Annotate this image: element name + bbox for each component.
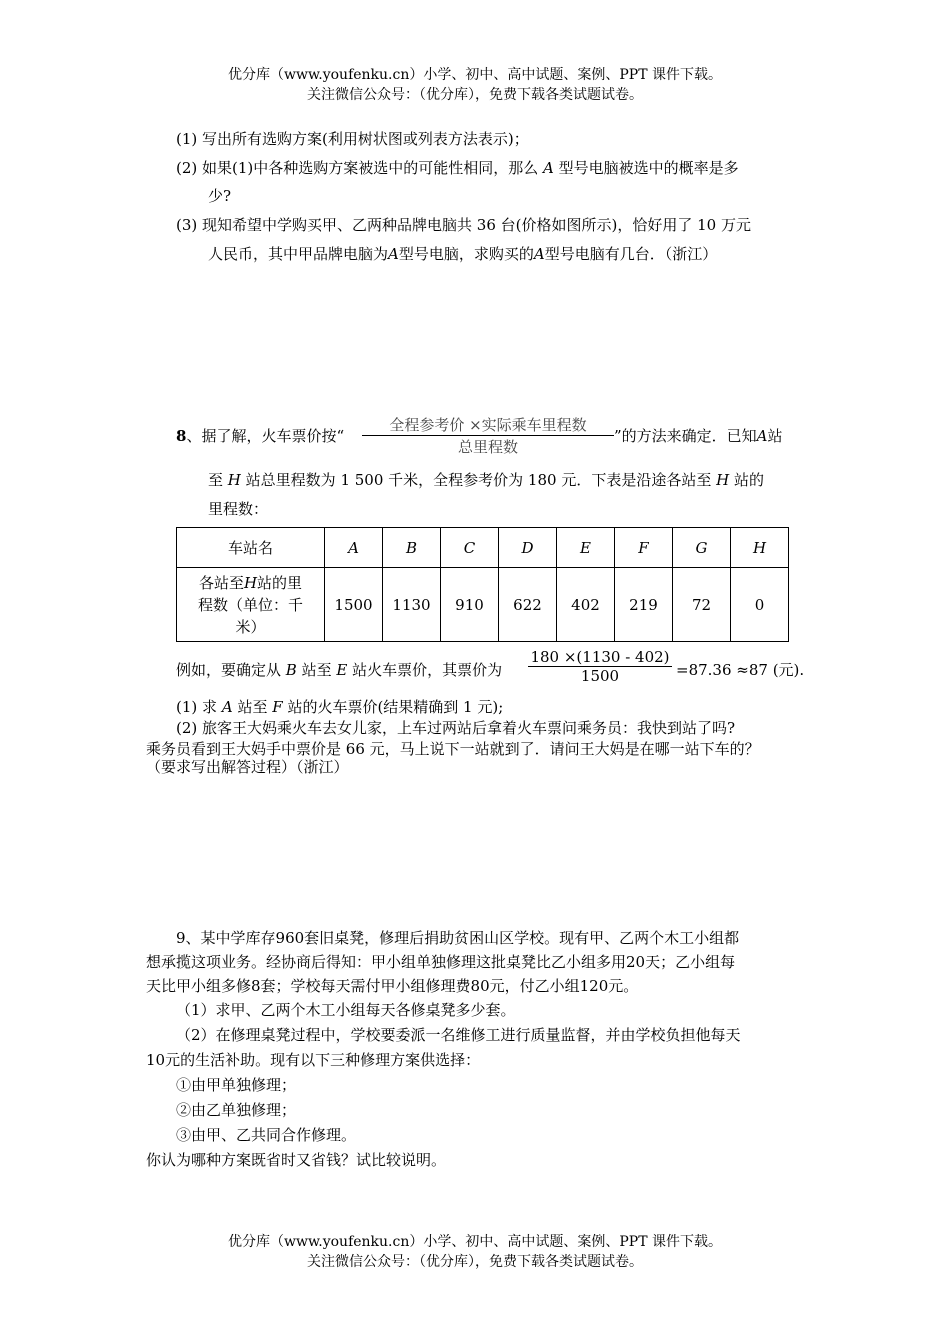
table-cell-station: D [499,528,557,568]
q9-sub1: （1）求甲、乙两个木工小组每天各修桌凳多少套。 [176,1001,516,1019]
q9-line1: 9、某中学库存960套旧桌凳，修理后捐助贫困山区学校。现有甲、乙两个木工小组都 [176,929,740,947]
table-cell-distance: 0 [731,568,789,642]
q7-part3-line2: 人民币，其中甲品牌电脑为A型号电脑，求购买的A型号电脑有几台．（浙江） [208,245,718,263]
q8-sub2-line2: 乘务员看到王大妈手中票价是 66 元，马上说下一站就到了．请问王大妈是在哪一站下车的？ [146,740,760,758]
q9-option2: ②由乙单独修理； [176,1101,297,1119]
q8-intro-line3: 里程数： [208,500,269,518]
q8-example-numerator: 180 ×(1130 - 402) [530,648,670,666]
q9-option1: ①由甲单独修理； [176,1076,297,1094]
page-header-line1: 优分库（www.youfenku.cn）小学、初中、高中试题、案例、PPT 课件下载。 [227,67,722,83]
table-cell-station: G [673,528,731,568]
q8-intro-line2: 至 H 站总里程数为 1 500 千米，全程参考价为 180 元．下表是沿途各站至 H 站的 [208,471,764,489]
table-cell-station: A [325,528,383,568]
table-row-stations [177,528,789,568]
q8-formula-numerator: 全程参考价 ×实际乘车里程数 [389,416,587,434]
table-cell-station: B [383,528,441,568]
table-header-station: 车站名 [177,528,325,568]
table-cell-distance: 72 [673,568,731,642]
table-cell-distance: 402 [557,568,615,642]
q8-example-fraction [528,648,672,685]
table-header-distance: 各站至H站的里 程数（单位：千 米） [177,568,325,642]
table-cell-station: F [615,528,673,568]
table-cell-distance: 622 [499,568,557,642]
mileage-table [176,527,789,642]
page-footer-line1: 优分库（www.youfenku.cn）小学、初中、高中试题、案例、PPT 课件下载。 [227,1234,722,1250]
table-cell-distance: 1130 [383,568,441,642]
q8-formula-denominator: 总里程数 [457,438,518,456]
q9-line3: 天比甲小组多修8套；学校每天需付甲小组修理费80元，付乙小组120元。 [146,977,639,995]
q9-closing: 你认为哪种方案既省时又省钱？试比较说明。 [146,1151,447,1169]
table-cell-distance: 219 [615,568,673,642]
q8-sub2-line1: (2) 旅客王大妈乘火车去女儿家，上车过两站后拿着火车票问乘务员：我快到站了吗? [176,719,736,737]
q8-intro-start: 8、据了解，火车票价按“ [176,427,345,445]
q9-sub2-line2: 10元的生活补助。现有以下三种修理方案供选择： [146,1051,481,1069]
table-row-distances [177,568,789,642]
table-cell-station: C [441,528,499,568]
table-cell-station: H [731,528,789,568]
q9-sub2-line1: （2）在修理桌凳过程中，学校要委派一名维修工进行质量监督，并由学校负担他每天 [176,1026,741,1044]
page-header-line2: 关注微信公众号：（优分库），免费下载各类试题试卷。 [307,87,643,103]
q7-part2-line2: 少? [208,187,232,205]
table-cell-distance: 1500 [325,568,383,642]
q9-option3: ③由甲、乙共同合作修理。 [176,1126,357,1144]
page-footer-line2: 关注微信公众号：（优分库），免费下载各类试题试卷。 [307,1254,643,1270]
table-cell-distance: 910 [441,568,499,642]
q7-part1: (1) 写出所有选购方案(利用树状图或列表方法表示)； [176,130,529,148]
q7-part3-line1: (3) 现知希望中学购买甲、乙两种品牌电脑共 36 台(价格如图所示)，恰好用了 10 万元 [176,216,751,234]
q8-sub1: (1) 求 A 站至 F 站的火车票价(结果精确到 1 元); [176,698,504,716]
q8-example-result: =87.36 ≈87 (元). [676,661,805,679]
q8-price-formula [362,414,614,457]
q8-intro-end: ”的方法来确定．已知A站 [614,427,783,445]
q7-part2-line1: (2) 如果(1)中各种选购方案被选中的可能性相同，那么 A 型号电脑被选中的概率是多 [176,159,739,177]
q8-example-text: 例如，要确定从 B 站至 E 站火车票价，其票价为 [176,661,503,679]
q8-example-denominator: 1500 [580,667,620,685]
q9-line2: 想承揽这项业务。经协商后得知：甲小组单独修理这批桌凳比乙小组多用20天；乙小组每 [146,953,736,971]
q8-sub2-line3: （要求写出解答过程）（浙江） [146,758,349,776]
table-cell-station: E [557,528,615,568]
